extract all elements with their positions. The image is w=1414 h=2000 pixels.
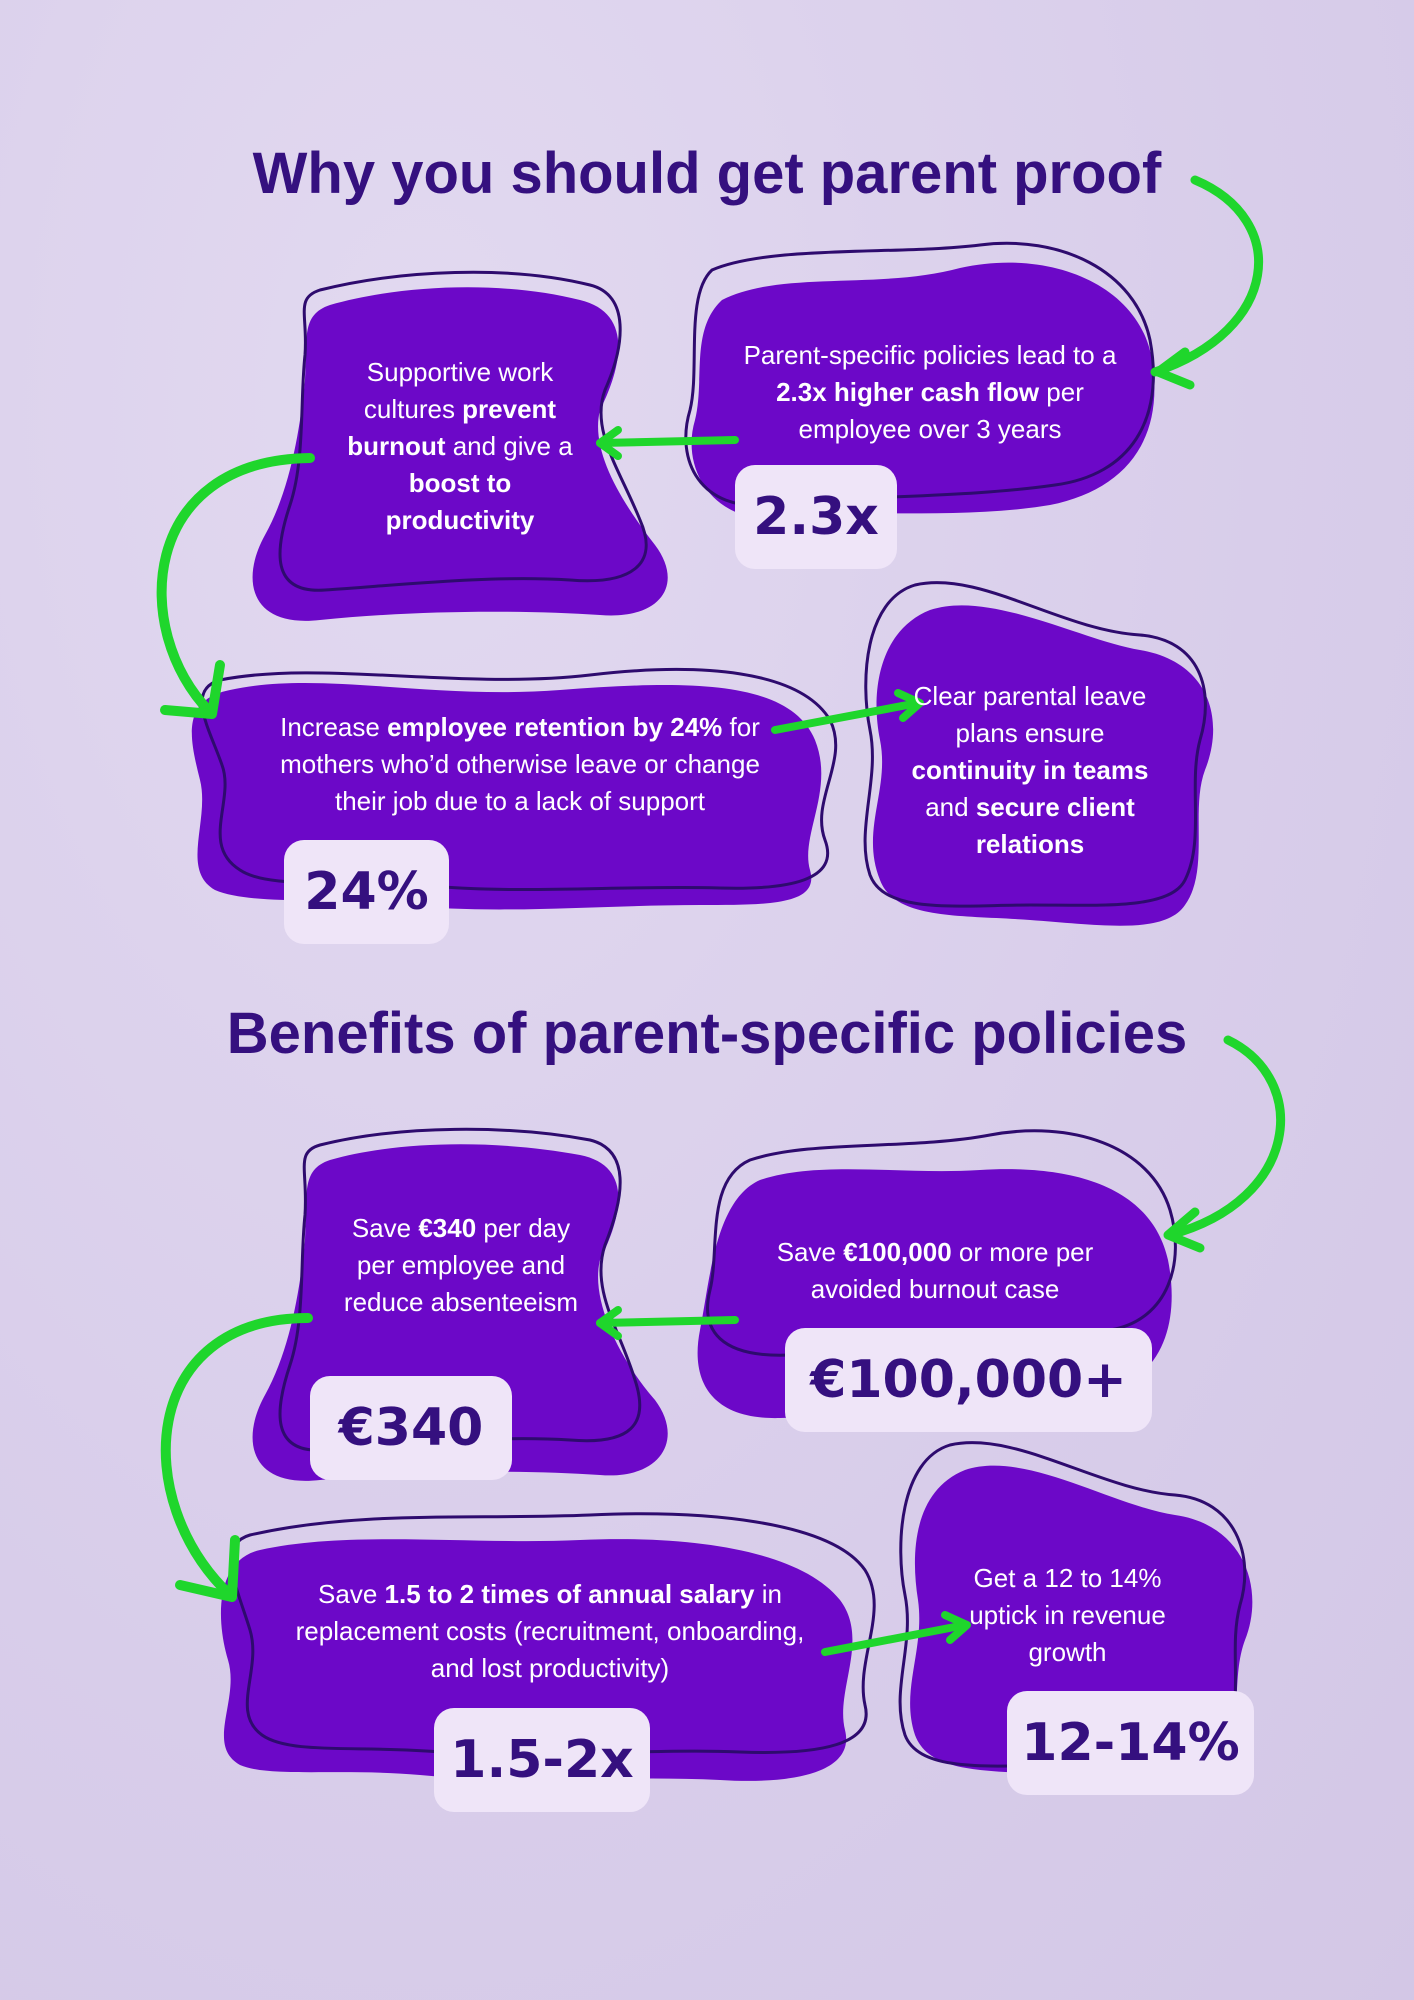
stat-badge-cash-flow: 2.3x bbox=[735, 465, 897, 569]
stat-badge-burnout-cost: €100,000+ bbox=[785, 1328, 1152, 1432]
body-text: Save bbox=[776, 1237, 844, 1267]
highlight-text: 1.5 to 2 times of annual salary bbox=[384, 1579, 755, 1609]
body-text: in replacement costs (recruitment, onboarding, and lost productivity) bbox=[295, 1579, 805, 1683]
card-text-continuity bbox=[890, 678, 1170, 863]
section-title-benefits: Benefits of parent-specific policies bbox=[226, 1001, 1188, 1066]
stat-badge-replacement: 1.5-2x bbox=[434, 1708, 650, 1812]
arrow-title-to-cash-flow bbox=[1155, 180, 1259, 372]
body-text: for mothers who’d otherwise leave or change their job due to a lack of support bbox=[280, 712, 760, 816]
body-text: Supportive work cultures bbox=[363, 357, 554, 424]
body-text: and give a bbox=[445, 431, 573, 461]
card-text-absenteeism bbox=[330, 1210, 592, 1321]
card-text-revenue bbox=[945, 1560, 1190, 1671]
highlight-text: prevent burnout bbox=[347, 394, 557, 461]
arrow-title-to-burnout-cost bbox=[1170, 1040, 1281, 1235]
body-text: Increase bbox=[280, 712, 388, 742]
highlight-text: boost to productivity bbox=[385, 468, 535, 535]
body-text: Get a 12 to 14% uptick in revenue growth bbox=[969, 1563, 1166, 1667]
arrow-burnout-cost-to-absenteeism bbox=[600, 1320, 735, 1323]
body-text: per employee over 3 years bbox=[798, 377, 1084, 444]
stat-badge-retention: 24% bbox=[284, 840, 449, 944]
section-title-why: Why you should get parent proof bbox=[252, 141, 1162, 206]
highlight-text: secure client relations bbox=[975, 792, 1135, 859]
card-text-burnout bbox=[335, 354, 585, 539]
highlight-text: 2.3x higher cash flow bbox=[776, 377, 1040, 407]
card-text-retention bbox=[260, 709, 780, 820]
arrow-cash-flow-to-burnout bbox=[600, 440, 735, 443]
stat-badge-absenteeism: €340 bbox=[310, 1376, 512, 1480]
card-text-replacement bbox=[275, 1576, 825, 1687]
body-text: Save bbox=[318, 1579, 385, 1609]
highlight-text: continuity in teams bbox=[911, 755, 1149, 785]
body-text: Save bbox=[351, 1213, 419, 1243]
highlight-text: employee retention by 24% bbox=[387, 712, 723, 742]
body-text: and bbox=[925, 792, 976, 822]
highlight-text: €340 bbox=[418, 1213, 477, 1243]
card-text-burnout-cost bbox=[745, 1234, 1125, 1308]
body-text: Parent-specific policies lead to a bbox=[743, 340, 1117, 370]
highlight-text: €100,000 bbox=[843, 1237, 952, 1267]
body-text: Clear parental leave plans ensure bbox=[913, 681, 1147, 748]
stat-badge-revenue: 12-14% bbox=[1007, 1691, 1254, 1795]
card-text-cash-flow bbox=[725, 337, 1135, 448]
body-text: or more per avoided burnout case bbox=[810, 1237, 1094, 1304]
body-text: per day per employee and reduce absenteeism bbox=[343, 1213, 579, 1317]
